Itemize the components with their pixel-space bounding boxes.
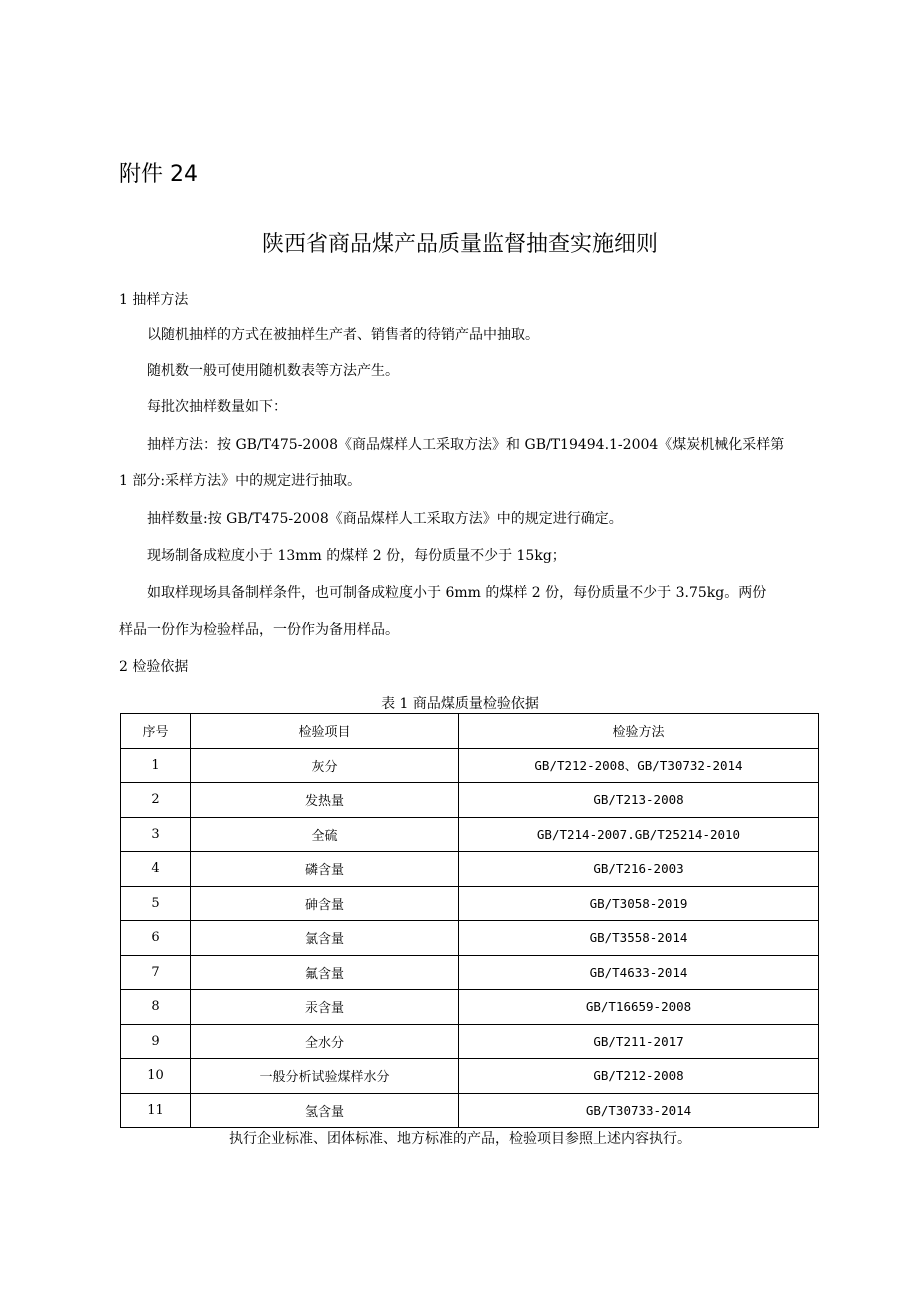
document-title: 陕西省商品煤产品质量监督抽查实施细则: [261, 232, 658, 257]
table-row: [121, 886, 819, 921]
paragraph-13mm-sample: 现场制备成粒度小于 13mm 的煤样 2 份，每份质量不少于 15kg；: [147, 548, 566, 564]
table-row: [121, 1024, 819, 1059]
table-caption: 表 1 商品煤质量检验依据: [381, 696, 539, 712]
cell-no: 5: [121, 886, 191, 921]
cell-method: GB/T213-2008: [459, 783, 819, 818]
cell-no: 8: [121, 990, 191, 1025]
cell-method: GB/T3058-2019: [459, 886, 819, 921]
paragraph-6mm-sample-cont: 样品一份作为检验样品，一份作为备用样品。: [119, 622, 399, 638]
cell-item: 灰分: [191, 748, 459, 783]
cell-method: GB/T16659-2008: [459, 990, 819, 1025]
table-row: [121, 783, 819, 818]
cell-method: GB/T30733-2014: [459, 1093, 819, 1128]
section-1-heading: 1 抽样方法: [119, 292, 189, 308]
paragraph-sampling-method: 以随机抽样的方式在被抽样生产者、销售者的待销产品中抽取。: [147, 327, 539, 343]
cell-no: 2: [121, 783, 191, 818]
paragraph-sampling-standard: 抽样方法：按 GB/T475-2008《商品煤样人工采取方法》和 GB/T19494.1-2004《煤炭机械化采样第: [147, 437, 785, 453]
cell-no: 1: [121, 748, 191, 783]
inspection-basis-table: [120, 713, 819, 1128]
paragraph-sampling-standard-cont: 1 部分:采样方法》中的规定进行抽取。: [119, 473, 362, 489]
cell-method: GB/T212-2008: [459, 1059, 819, 1094]
cell-item: 砷含量: [191, 886, 459, 921]
paragraph-sample-quantity: 抽样数量:按 GB/T475-2008《商品煤样人工采取方法》中的规定进行确定。: [147, 511, 623, 527]
table-header-row: [121, 714, 819, 749]
cell-method: GB/T216-2003: [459, 852, 819, 887]
cell-item: 汞含量: [191, 990, 459, 1025]
table-row: [121, 817, 819, 852]
table-row: [121, 1059, 819, 1094]
cell-no: 3: [121, 817, 191, 852]
cell-no: 6: [121, 921, 191, 956]
cell-item: 发热量: [191, 783, 459, 818]
table-row: [121, 1093, 819, 1128]
paragraph-random-number: 随机数一般可使用随机数表等方法产生。: [147, 363, 399, 379]
cell-no: 10: [121, 1059, 191, 1094]
cell-method: GB/T3558-2014: [459, 921, 819, 956]
cell-item: 氯含量: [191, 921, 459, 956]
cell-item: 全硫: [191, 817, 459, 852]
cell-no: 9: [121, 1024, 191, 1059]
cell-item: 氢含量: [191, 1093, 459, 1128]
cell-item: 氟含量: [191, 955, 459, 990]
table-row: [121, 955, 819, 990]
header-method: 检验方法: [459, 714, 819, 749]
cell-no: 4: [121, 852, 191, 887]
cell-method: GB/T214-2007.GB/T25214-2010: [459, 817, 819, 852]
attachment-label: 附件 24: [119, 162, 198, 187]
header-item: 检验项目: [191, 714, 459, 749]
cell-method: GB/T212-2008、GB/T30732-2014: [459, 748, 819, 783]
table-row: [121, 921, 819, 956]
cell-no: 11: [121, 1093, 191, 1128]
cell-item: 一般分析试验煤样水分: [191, 1059, 459, 1094]
cell-method: GB/T211-2017: [459, 1024, 819, 1059]
cell-item: 全水分: [191, 1024, 459, 1059]
table-row: [121, 748, 819, 783]
section-2-heading: 2 检验依据: [119, 659, 189, 675]
cell-item: 磷含量: [191, 852, 459, 887]
cell-no: 7: [121, 955, 191, 990]
table-row: [121, 990, 819, 1025]
table-footnote: 执行企业标准、团体标准、地方标准的产品，检验项目参照上述内容执行。: [229, 1131, 691, 1147]
cell-method: GB/T4633-2014: [459, 955, 819, 990]
header-no: 序号: [121, 714, 191, 749]
paragraph-batch-quantity: 每批次抽样数量如下：: [147, 399, 287, 415]
paragraph-6mm-sample: 如取样现场具备制样条件，也可制备成粒度小于 6mm 的煤样 2 份，每份质量不少于 3.75kg。两份: [147, 585, 767, 601]
table-row: [121, 852, 819, 887]
